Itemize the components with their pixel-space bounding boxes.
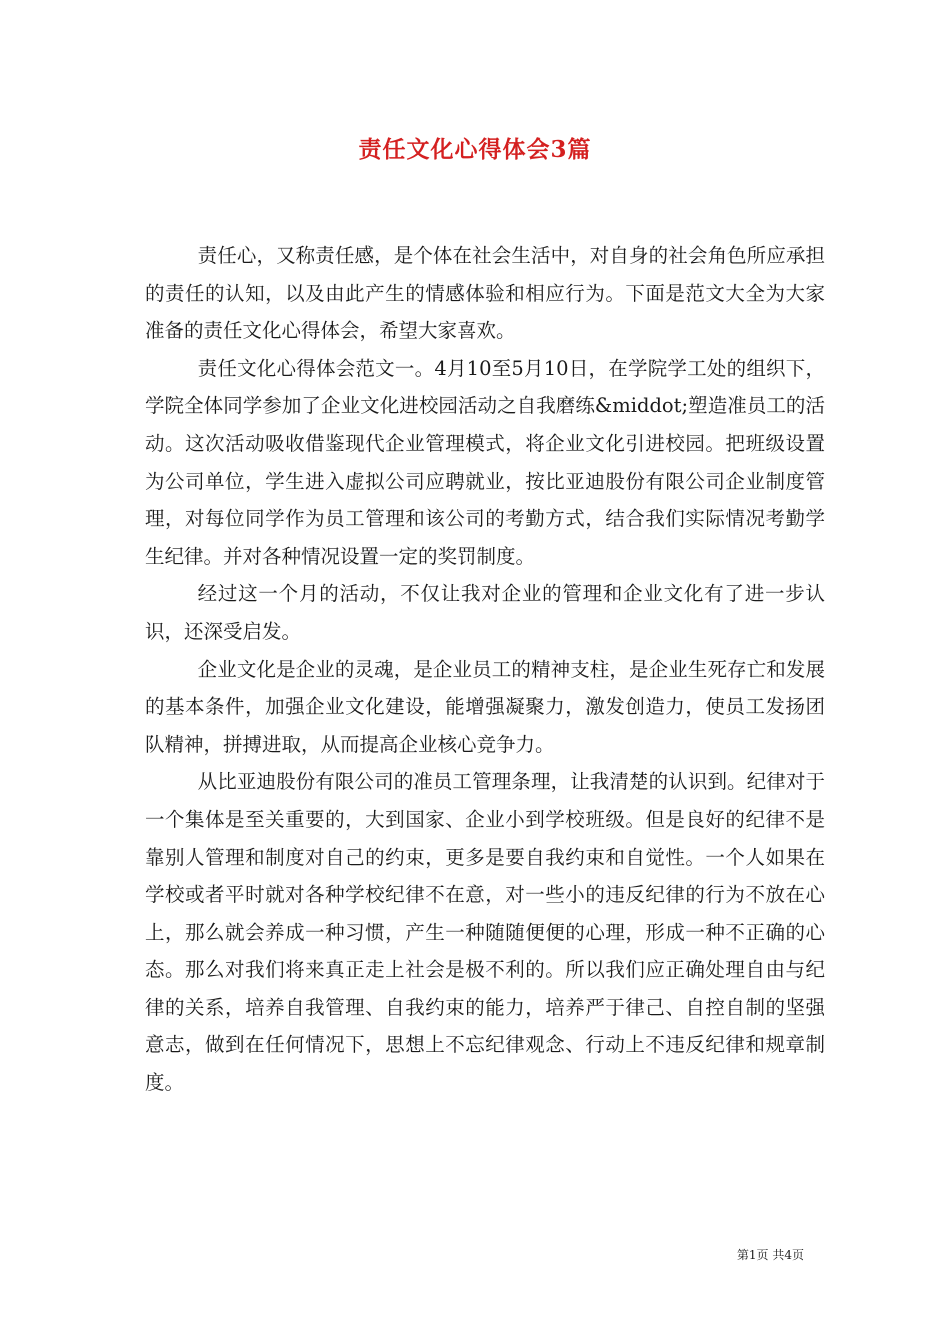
paragraph-corporate-culture: 企业文化是企业的灵魂，是企业员工的精神支柱，是企业生死存亡和发展的基本条件，加强企业文化建设，能增强凝聚力，激发创造力，使员工发扬团队精神，拼搏进取，从而提高企业核心竞争力。 bbox=[145, 657, 825, 756]
page-number: 第1页 共4页 bbox=[736, 1248, 804, 1262]
page-title: 责任文化心得体会3篇 bbox=[358, 136, 592, 163]
paragraph-activity-result: 经过这一个月的活动，不仅让我对企业的管理和企业文化有了进一步认识，还深受启发。 bbox=[145, 582, 825, 643]
paragraph-intro: 责任心，又称责任感，是个体在社会生活中，对自身的社会角色所应承担的责任的认知，以及由此产生的情感体验和相应行为。下面是范文大全为大家准备的责任文化心得体会，希望大家喜欢。 bbox=[145, 244, 825, 343]
paragraph-essay-one: 责任文化心得体会范文一。4月10至5月10日，在学院学工处的组织下，学院全体同学参加了企业文化进校园活动之自我磨练&middot;塑造准员工的活动。这次活动吸收借鉴现代企业管理模式，将企业文化引进校园。把班级设置为公司单位，学生进入虚拟公司应聘就业，按比亚迪股份有限公司企业制度管理，对每位同学作为员工管理和该公司的考勤方式，结合我们实际情况考勤学生纪律。并对各种情况设置一定的奖罚制度。 bbox=[145, 356, 825, 568]
paragraph-discipline: 从比亚迪股份有限公司的准员工管理条理，让我清楚的认识到。纪律对于一个集体是至关重要的，大到国家、企业小到学校班级。但是良好的纪律不是靠别人管理和制度对自己的约束，更多是要自我约束和自觉性。一个人如果在学校或者平时就对各种学校纪律不在意，对一些小的违反纪律的行为不放在心上，那么就会养成一种习惯，产生一种随随便便的心理，形成一种不正确的心态。那么对我们将来真正走上社会是极不利的。所以我们应正确处理自由与纪律的关系，培养自我管理、自我约束的能力，培养严于律己、自控自制的坚强意志，做到在任何情况下，思想上不忘纪律观念、行动上不违反纪律和规章制度。 bbox=[145, 770, 825, 1095]
document-body bbox=[145, 237, 825, 1102]
